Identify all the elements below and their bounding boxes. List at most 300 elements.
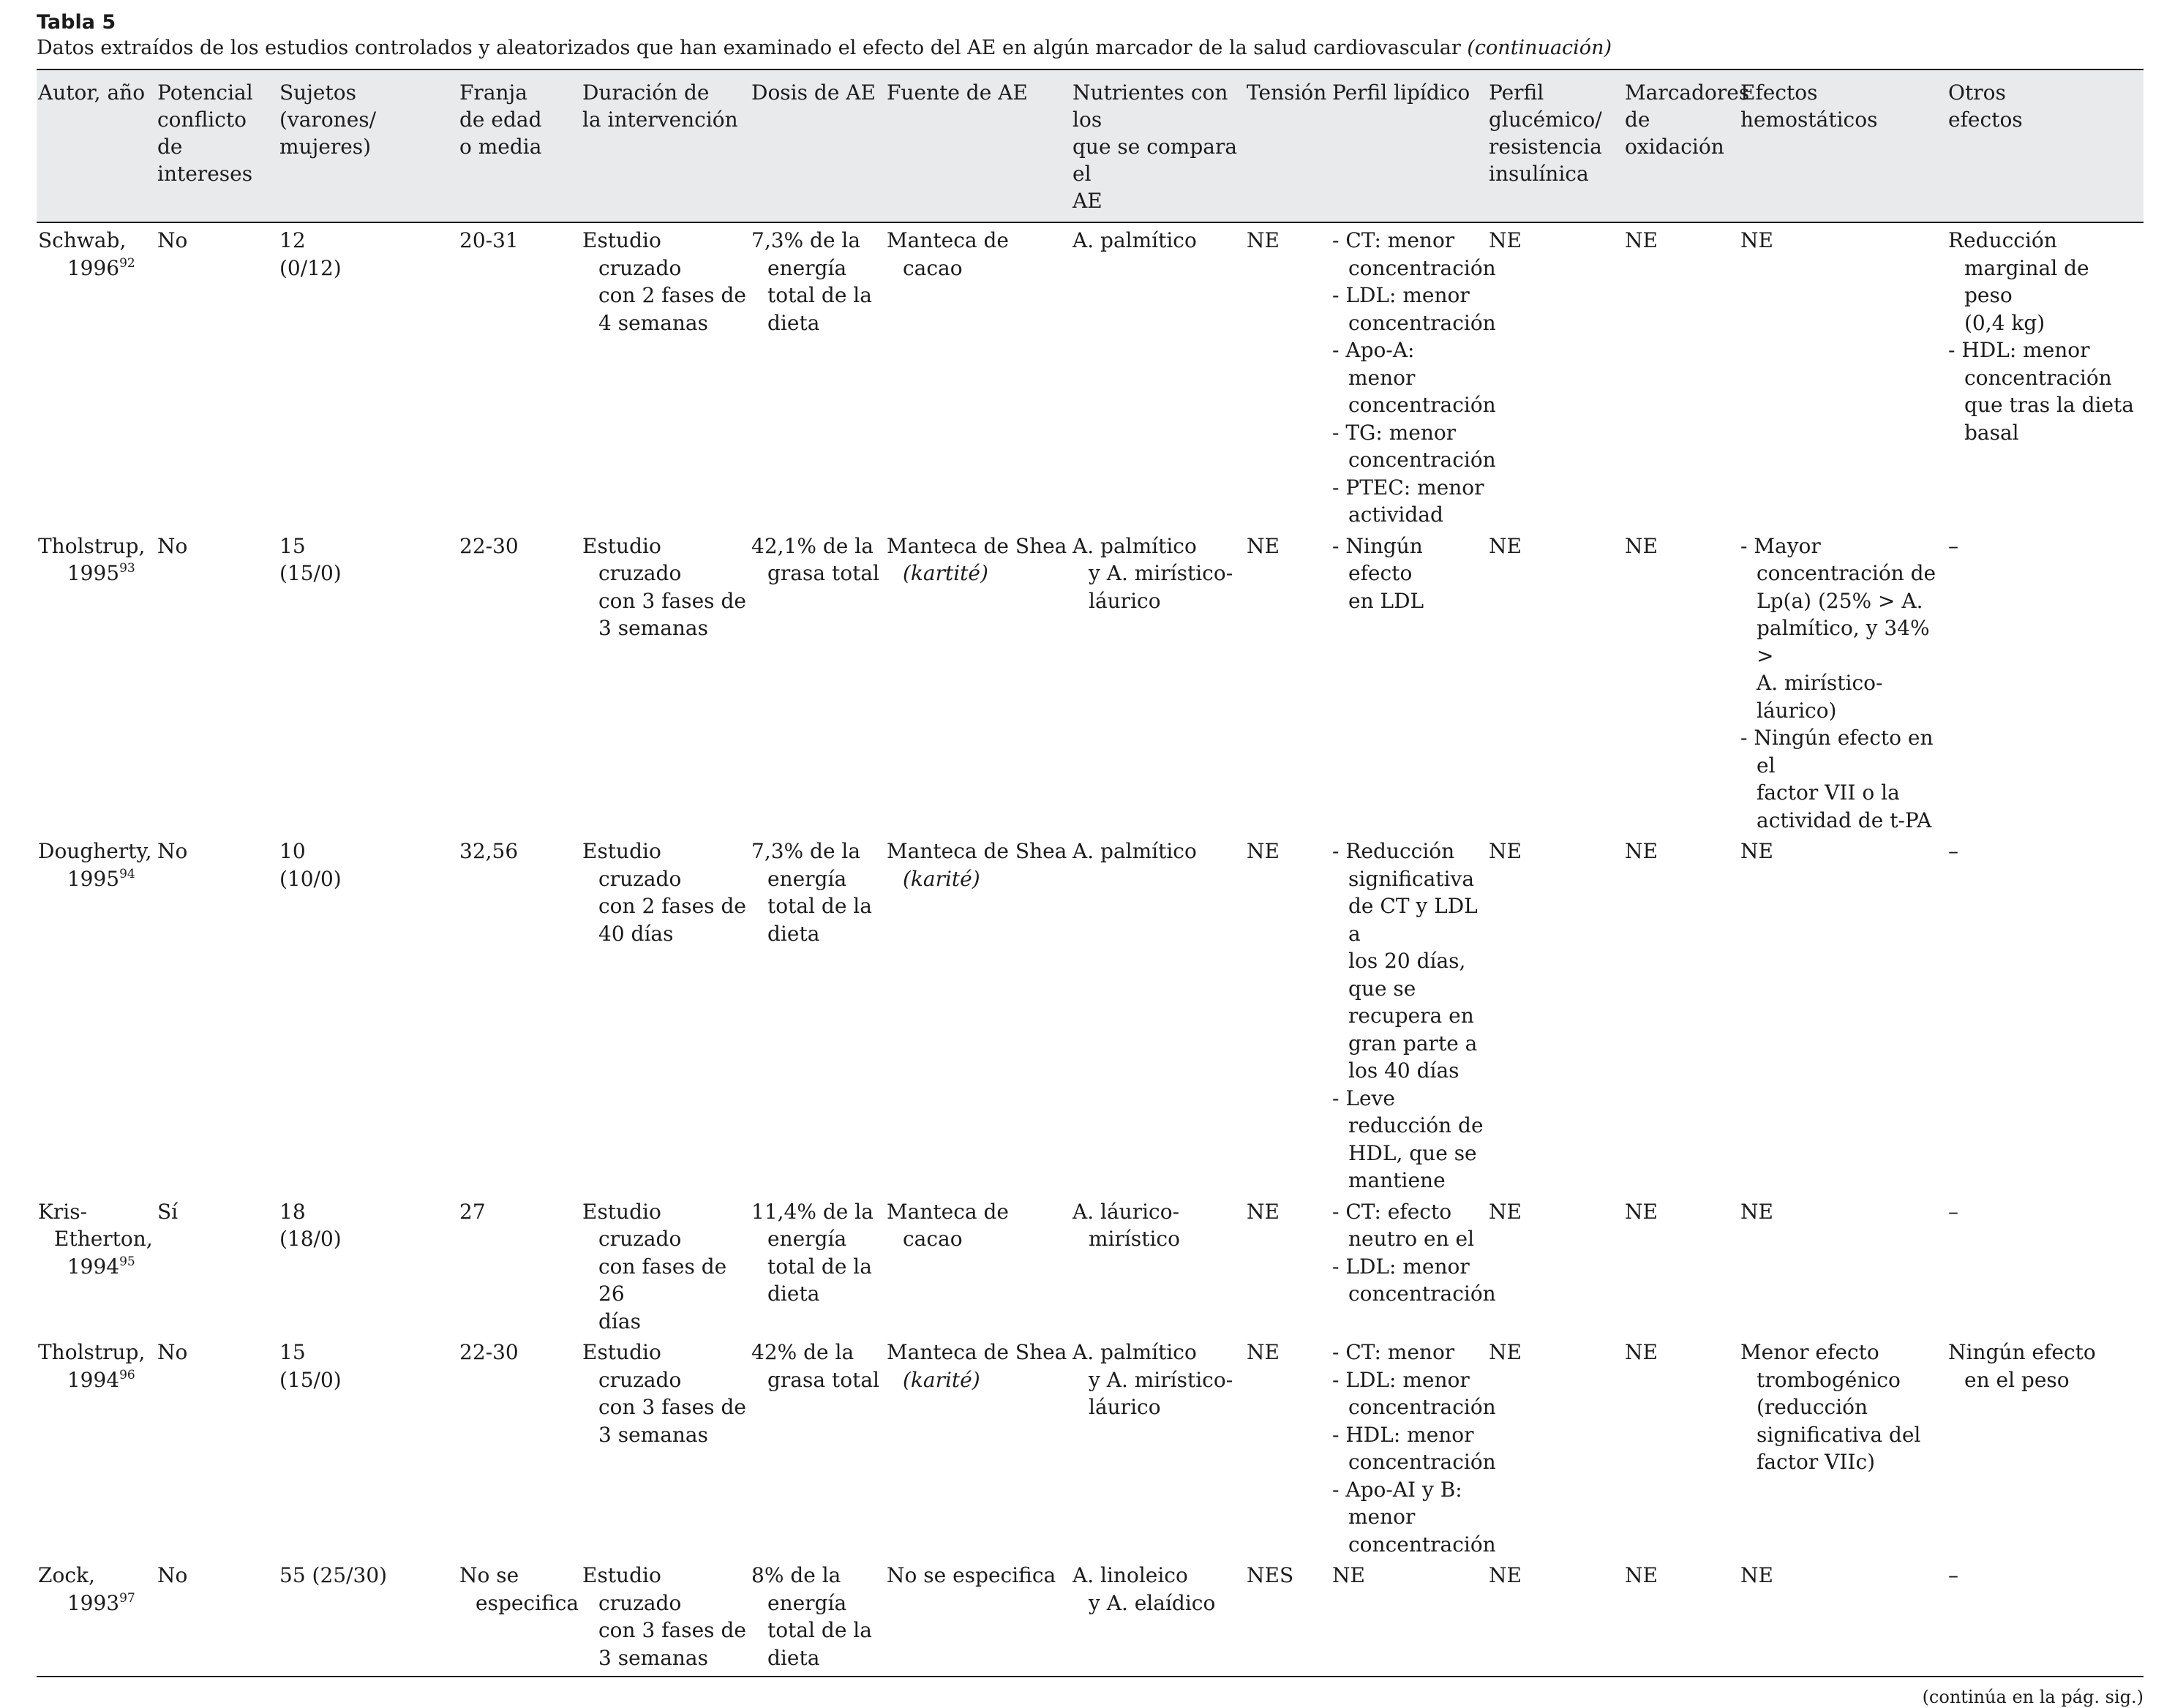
subjects-cell-line: (15/0) [279,561,342,585]
dose-cell-block [751,533,882,587]
source-cell [885,1195,1071,1336]
duration-cell-line: con 2 fases de [598,283,746,307]
lipid-cell-item [1332,419,1496,474]
header-line: Duración de [582,80,710,105]
header-line: resistencia [1489,135,1602,159]
tension-cell-block [1247,1198,1328,1226]
oxidation-cell-line: NE [1625,228,1658,252]
other-cell-line: en el peso [1964,1367,2070,1392]
nutrients-cell-line: y A. mirístico- [1089,1367,1233,1392]
lipid-cell-item [1332,1339,1484,1366]
nutrients-cell-line: y A. elaídico [1089,1590,1216,1615]
lipid-cell [1331,222,1496,529]
source-cell [885,222,1071,529]
dose-cell-line: dieta [767,310,820,335]
subjects-cell-block [279,1562,455,1590]
reference-number: 93 [119,561,135,576]
subjects-cell [278,529,458,835]
author-cell [37,529,156,835]
duration-cell-line: Estudio cruzado [582,1563,682,1615]
header-line: Otros [1948,80,2006,105]
dose-cell-line: 7,3% de la [751,839,861,863]
conflict-cell-block [157,227,275,255]
duration-cell-line: Estudio cruzado [582,1340,682,1392]
glucemic-cell-block [1489,838,1620,865]
caption-text: Datos extraídos de los estudios controlados y aleatorizados que han examinado el efecto del AE en algún marcador de la salud cardiovascular [37,37,1468,59]
lipid-cell-line: menor [1348,1505,1416,1529]
author-cell [37,834,156,1195]
duration-cell-block [582,1198,747,1336]
reference-number: 94 [119,866,135,881]
hemostatic-cell-line: Menor efecto [1740,1340,1879,1364]
source-block [887,838,1068,892]
reference-number: 95 [119,1254,135,1269]
duration-cell-line: 3 semanas [598,1422,708,1447]
lipid-cell [1331,834,1487,1195]
other-cell [1947,222,2144,529]
oxidation-cell [1623,1335,1739,1558]
nutrients-cell-line: A. palmítico [1072,228,1197,252]
header-cell [1071,69,1245,222]
table-row [37,529,2144,835]
lipid-cell-line: concentración [1348,255,1496,280]
duration-cell-line: Estudio cruzado [582,533,682,585]
other-cell-line: que tras la dieta [1964,393,2134,417]
dose-cell [750,222,885,529]
lipid-cell-item [1332,1366,1496,1421]
source-cell [885,1558,1071,1677]
document-page [37,10,2144,1707]
hemostatic-cell-line: A. mirístico-láurico) [1757,671,1883,723]
subjects-cell [278,1558,458,1677]
hemostatic-cell [1739,529,1947,835]
header-line: Autor, año [38,80,146,105]
author-cell [37,1558,156,1677]
conflict-cell-line: No [157,1563,188,1587]
nutrients-cell [1071,1558,1245,1677]
age-cell [458,529,581,835]
hemostatic-cell [1739,1335,1947,1558]
header-line: insulínica [1489,162,1589,186]
tension-cell [1245,834,1331,1195]
hemostatic-cell [1739,1195,1947,1336]
subjects-cell-block [279,1198,455,1253]
dose-cell [750,529,885,835]
duration-cell [581,1335,750,1558]
reference-number: 97 [119,1590,135,1606]
oxidation-cell [1623,1558,1739,1677]
duration-cell-block [582,1562,747,1671]
source-block [887,1198,1068,1253]
lipid-cell-item [1332,336,1496,419]
dose-cell-line: dieta [767,1645,820,1670]
lipid-cell-line: - TG: menor [1332,420,1457,445]
author-name: Tholstrup, [38,533,146,558]
dose-cell-line: grasa total [767,561,879,585]
table-row [37,1195,2144,1336]
source-cell [885,1335,1071,1558]
tension-cell-line: NE [1247,228,1280,252]
hemostatic-cell-line: actividad de t-PA [1757,808,1932,832]
header-cell [37,69,156,222]
continuation-note: (continúa en la pág. sig.) [1922,1687,2144,1707]
lipid-cell-line: - PTEC: menor [1332,475,1484,500]
reference-number: 92 [119,255,135,271]
lipid-cell [1331,1335,1496,1558]
hemostatic-cell-item [1740,533,1944,725]
conflict-cell [156,222,278,529]
header-cell [1245,69,1331,222]
glucemic-cell-line: NE [1489,839,1522,863]
author-name: Dougherty, [38,839,152,863]
lipid-cell-item [1332,1198,1484,1253]
data-table [37,69,2144,1677]
header-line: mujeres) [279,135,372,159]
source-block [887,1562,1068,1590]
glucemic-cell [1487,834,1623,1195]
lipid-cell-item [1332,1253,1496,1308]
nutrients-cell-block [1072,533,1242,615]
nutrients-cell-line: A. palmítico [1072,533,1197,558]
hemostatic-cell [1739,1558,1947,1677]
glucemic-cell-line: NE [1489,228,1522,252]
dose-cell-line: dieta [767,921,820,946]
table-row [37,834,2144,1195]
subjects-cell [278,1335,458,1558]
nutrients-cell-line: A. linoleico [1072,1563,1188,1587]
author-year: 1994 [67,1367,120,1392]
oxidation-cell-line: NE [1625,533,1658,558]
lipid-cell-item [1332,533,1484,615]
lipid-cell-item [1332,474,1484,529]
lipid-cell [1331,1558,1487,1677]
other-cell-line: Reducción [1948,228,2057,252]
lipid-cell [1331,1195,1496,1336]
subjects-cell-line: 10 [279,839,306,863]
duration-cell-line: 4 semanas [598,310,708,335]
other-cell [1947,834,2144,1195]
header-line: hemostáticos [1740,108,1878,132]
subjects-cell-line: 55 (25/30) [279,1563,388,1587]
lipid-cell-line: NE [1332,1563,1365,1587]
other-cell [1947,1558,2144,1677]
table-header [37,69,2144,222]
age-cell-block [459,1562,578,1617]
dose-cell-line: 8% de la [751,1563,841,1587]
dose-cell-line: energía [767,255,847,280]
hemostatic-cell-line: palmítico, y 34% > [1757,616,1930,668]
hemostatic-cell [1739,222,1947,529]
subjects-cell-line: 15 [279,533,306,558]
glucemic-cell-block [1489,1562,1620,1590]
age-cell [458,222,581,529]
lipid-cell-item [1332,282,1496,336]
tension-cell [1245,1335,1331,1558]
tension-cell-line: NES [1247,1563,1294,1587]
hemostatic-cell-item [1740,227,1944,255]
lipid-cell-line: recupera en [1348,1004,1474,1028]
glucemic-cell-line: NE [1489,1199,1522,1224]
header-line: AE [1072,189,1102,213]
duration-cell-line: con 3 fases de [598,1395,746,1419]
nutrients-cell-block [1072,1339,1242,1421]
subjects-cell-line: (15/0) [279,1367,342,1392]
dose-cell-block [751,1562,882,1671]
subjects-cell-line: 18 [279,1199,306,1224]
glucemic-cell [1487,1335,1623,1558]
header-line: Perfil lipídico [1332,80,1470,105]
conflict-cell [156,529,278,835]
header-line: Dosis de AE [751,80,876,105]
header-cell [1331,69,1487,222]
author-cell [37,222,156,529]
nutrients-cell-block [1072,1198,1242,1253]
lipid-cell [1331,529,1487,835]
header-line: glucémico/ [1489,108,1602,132]
other-cell [1947,1195,2144,1336]
other-cell [1947,1335,2144,1558]
lipid-cell-line: los 40 días [1348,1058,1459,1083]
other-cell-item [1948,1198,2141,1226]
duration-cell-line: con fases de 26 [598,1254,727,1306]
dose-cell-line: dieta [767,1282,820,1306]
hemostatic-cell-line: NE [1740,839,1773,863]
lipid-cell-line: concentración [1348,310,1496,335]
other-cell-item [1948,1339,2141,1393]
other-cell-item [1948,227,2141,336]
author-year: 1995 [67,866,120,891]
oxidation-cell-block [1625,838,1736,865]
table-label: Tabla 5 [37,11,116,34]
header-cell [278,69,458,222]
lipid-cell-line: significativa [1348,866,1475,891]
lipid-cell-item [1332,1476,1496,1559]
lipid-cell-line: reducción de [1348,1113,1484,1137]
header-cell [1739,69,1947,222]
conflict-cell-line: Sí [157,1199,179,1224]
lipid-cell-line: - LDL: menor [1332,1254,1470,1279]
header-line: o media [459,135,542,159]
tension-cell [1245,222,1331,529]
author-name: Schwab, [38,228,127,252]
author-block [38,1562,153,1617]
dose-cell-line: total de la [767,283,872,307]
age-cell-line: 32,56 [459,839,519,863]
table-caption [37,35,2144,61]
lipid-cell-item [1332,227,1496,282]
conflict-cell [156,1195,278,1336]
hemostatic-cell [1739,834,1947,1195]
header-cell [750,69,885,222]
tension-cell-block [1247,1562,1328,1590]
hemostatic-cell-item [1740,1339,1944,1476]
nutrients-cell-block [1072,227,1242,255]
lipid-cell-line: - LDL: menor [1332,1367,1470,1392]
header-cell [156,69,278,222]
author-block [38,838,153,892]
other-cell-line: basal [1964,420,2019,445]
author-year: 1993 [67,1590,120,1615]
oxidation-cell [1623,1195,1739,1336]
duration-cell [581,1558,750,1677]
header-line: Nutrientes con los [1072,80,1228,132]
dose-cell-block [751,838,882,947]
age-cell [458,1335,581,1558]
glucemic-cell-line: NE [1489,533,1522,558]
table-row [37,1335,2144,1558]
other-cell-line: – [1948,1563,1958,1587]
duration-cell-line: 40 días [598,921,674,946]
lipid-cell-line: - CT: menor [1332,228,1455,252]
oxidation-cell-block [1625,1339,1736,1366]
nutrients-cell [1071,529,1245,835]
age-cell-line: 20-31 [459,228,519,252]
author-name: Zock, [38,1563,95,1587]
header-line: Potencial [157,80,253,105]
tension-cell-block [1247,533,1328,560]
duration-cell [581,529,750,835]
tension-cell [1245,1195,1331,1336]
hemostatic-cell-line: factor VIIc) [1757,1450,1876,1474]
duration-cell-line: con 3 fases de [598,588,746,613]
hemostatic-cell-line: Lp(a) (25% > A. [1757,588,1923,613]
oxidation-cell-line: NE [1625,1563,1658,1587]
lipid-cell-line: concentración [1348,1450,1496,1474]
oxidation-cell [1623,222,1739,529]
header-line: de intereses [157,135,253,186]
subjects-cell-line: 15 [279,1340,306,1364]
hemostatic-cell-line: NE [1740,228,1773,252]
header-cell [885,69,1071,222]
duration-cell-block [582,533,747,642]
hemostatic-cell-item [1740,1198,1944,1226]
other-cell [1947,529,2144,835]
oxidation-cell-block [1625,227,1736,255]
conflict-cell-line: No [157,533,188,558]
source-note: (karité) [903,866,980,891]
lipid-cell-line: que se [1348,976,1416,1001]
caption-continuation: (continuación) [1467,37,1612,59]
author-block [38,1198,153,1281]
lipid-cell-line: - HDL: menor [1332,1422,1474,1447]
header-line: Efectos [1740,80,1818,105]
lipid-cell-line: - Apo-AI y B: [1332,1477,1462,1502]
duration-cell-block [582,227,747,336]
duration-cell-line: días [598,1309,641,1333]
glucemic-cell-line: NE [1489,1340,1522,1364]
age-cell-line: 27 [459,1199,486,1224]
dose-cell [750,1195,885,1336]
duration-cell-line: con 2 fases de [598,894,746,918]
dose-cell-line: energía [767,1227,847,1251]
tension-cell-line: NE [1247,1340,1280,1364]
lipid-cell-line: - Reducción [1332,839,1455,863]
conflict-cell-line: No [157,1340,188,1364]
other-cell-line: marginal de peso [1964,255,2089,307]
subjects-cell-line: 12 [279,228,306,252]
header-line: Sujetos (varones/ [279,80,377,132]
dose-cell [750,1558,885,1677]
oxidation-cell-line: NE [1625,1199,1658,1224]
tension-cell-block [1247,227,1328,255]
oxidation-cell-block [1625,533,1736,560]
dose-cell-line: 7,3% de la [751,228,861,252]
source-line: No se especifica [887,1563,1056,1587]
source-line: Manteca de cacao [887,1199,1009,1251]
duration-cell-block [582,1339,747,1448]
header-line: Franja [459,80,527,105]
duration-cell-line: 3 semanas [598,616,708,640]
other-cell-line: – [1948,1199,1958,1224]
header-line: conflicto [157,108,247,132]
header-line: efectos [1948,108,2023,132]
author-name: Etherton, [54,1227,153,1251]
header-cell [1623,69,1750,222]
dose-cell [750,1335,885,1558]
header-cell [1487,69,1623,222]
age-cell-line: 22-30 [459,533,519,558]
other-cell-line: – [1948,839,1958,863]
tension-cell [1245,529,1331,835]
age-cell-block [459,227,578,255]
dose-cell-line: total de la [767,1254,872,1279]
duration-cell [581,1195,750,1336]
lipid-cell-line: - Ningún efecto [1332,533,1423,585]
dose-cell-line: 42,1% de la [751,533,874,558]
dose-cell-line: energía [767,866,847,891]
author-name: Kris- [38,1199,88,1224]
subjects-cell-block [279,838,455,892]
header-line: Perfil [1489,80,1544,105]
header-line: la intervención [582,108,738,132]
hemostatic-cell-line: factor VII o la [1757,780,1900,805]
subjects-cell-line: (18/0) [279,1227,342,1251]
author-year: 1996 [67,255,120,280]
lipid-cell-line: - Leve [1332,1086,1395,1110]
table-body [37,222,2144,1677]
dose-cell-line: total de la [767,894,872,918]
hemostatic-cell-line: NE [1740,1563,1773,1587]
age-cell-block [459,1198,578,1226]
lipid-cell-item [1332,1085,1484,1195]
nutrients-cell [1071,222,1245,529]
subjects-cell-line: (0/12) [279,255,342,280]
lipid-cell-line: en LDL [1348,588,1424,613]
author-name: Tholstrup, [38,1340,146,1364]
duration-cell-line: con 3 fases de [598,1618,746,1642]
author-cell [37,1195,156,1336]
oxidation-cell [1623,834,1739,1195]
author-block [38,227,153,282]
lipid-cell-line: HDL, que se [1348,1140,1477,1165]
dose-cell-line: grasa total [767,1367,879,1392]
tension-cell-line: NE [1247,839,1280,863]
oxidation-cell-block [1625,1562,1736,1590]
conflict-cell [156,834,278,1195]
lipid-cell-line: gran parte a [1348,1031,1478,1056]
lipid-cell-line: concentración [1348,393,1496,417]
glucemic-cell-block [1489,1198,1620,1226]
header-line: de edad [459,108,542,132]
source-line: Manteca de Shea [887,533,1067,558]
oxidation-cell-line: NE [1625,1340,1658,1364]
hemostatic-cell-line: - Ningún efecto en el [1740,726,1934,778]
hemostatic-cell-line: - Mayor [1740,533,1821,558]
header-line: oxidación [1625,135,1724,159]
nutrients-cell-line: láurico [1089,1395,1161,1419]
other-cell-line: Ningún efecto [1948,1340,2096,1364]
source-line: Manteca de Shea [887,839,1067,863]
